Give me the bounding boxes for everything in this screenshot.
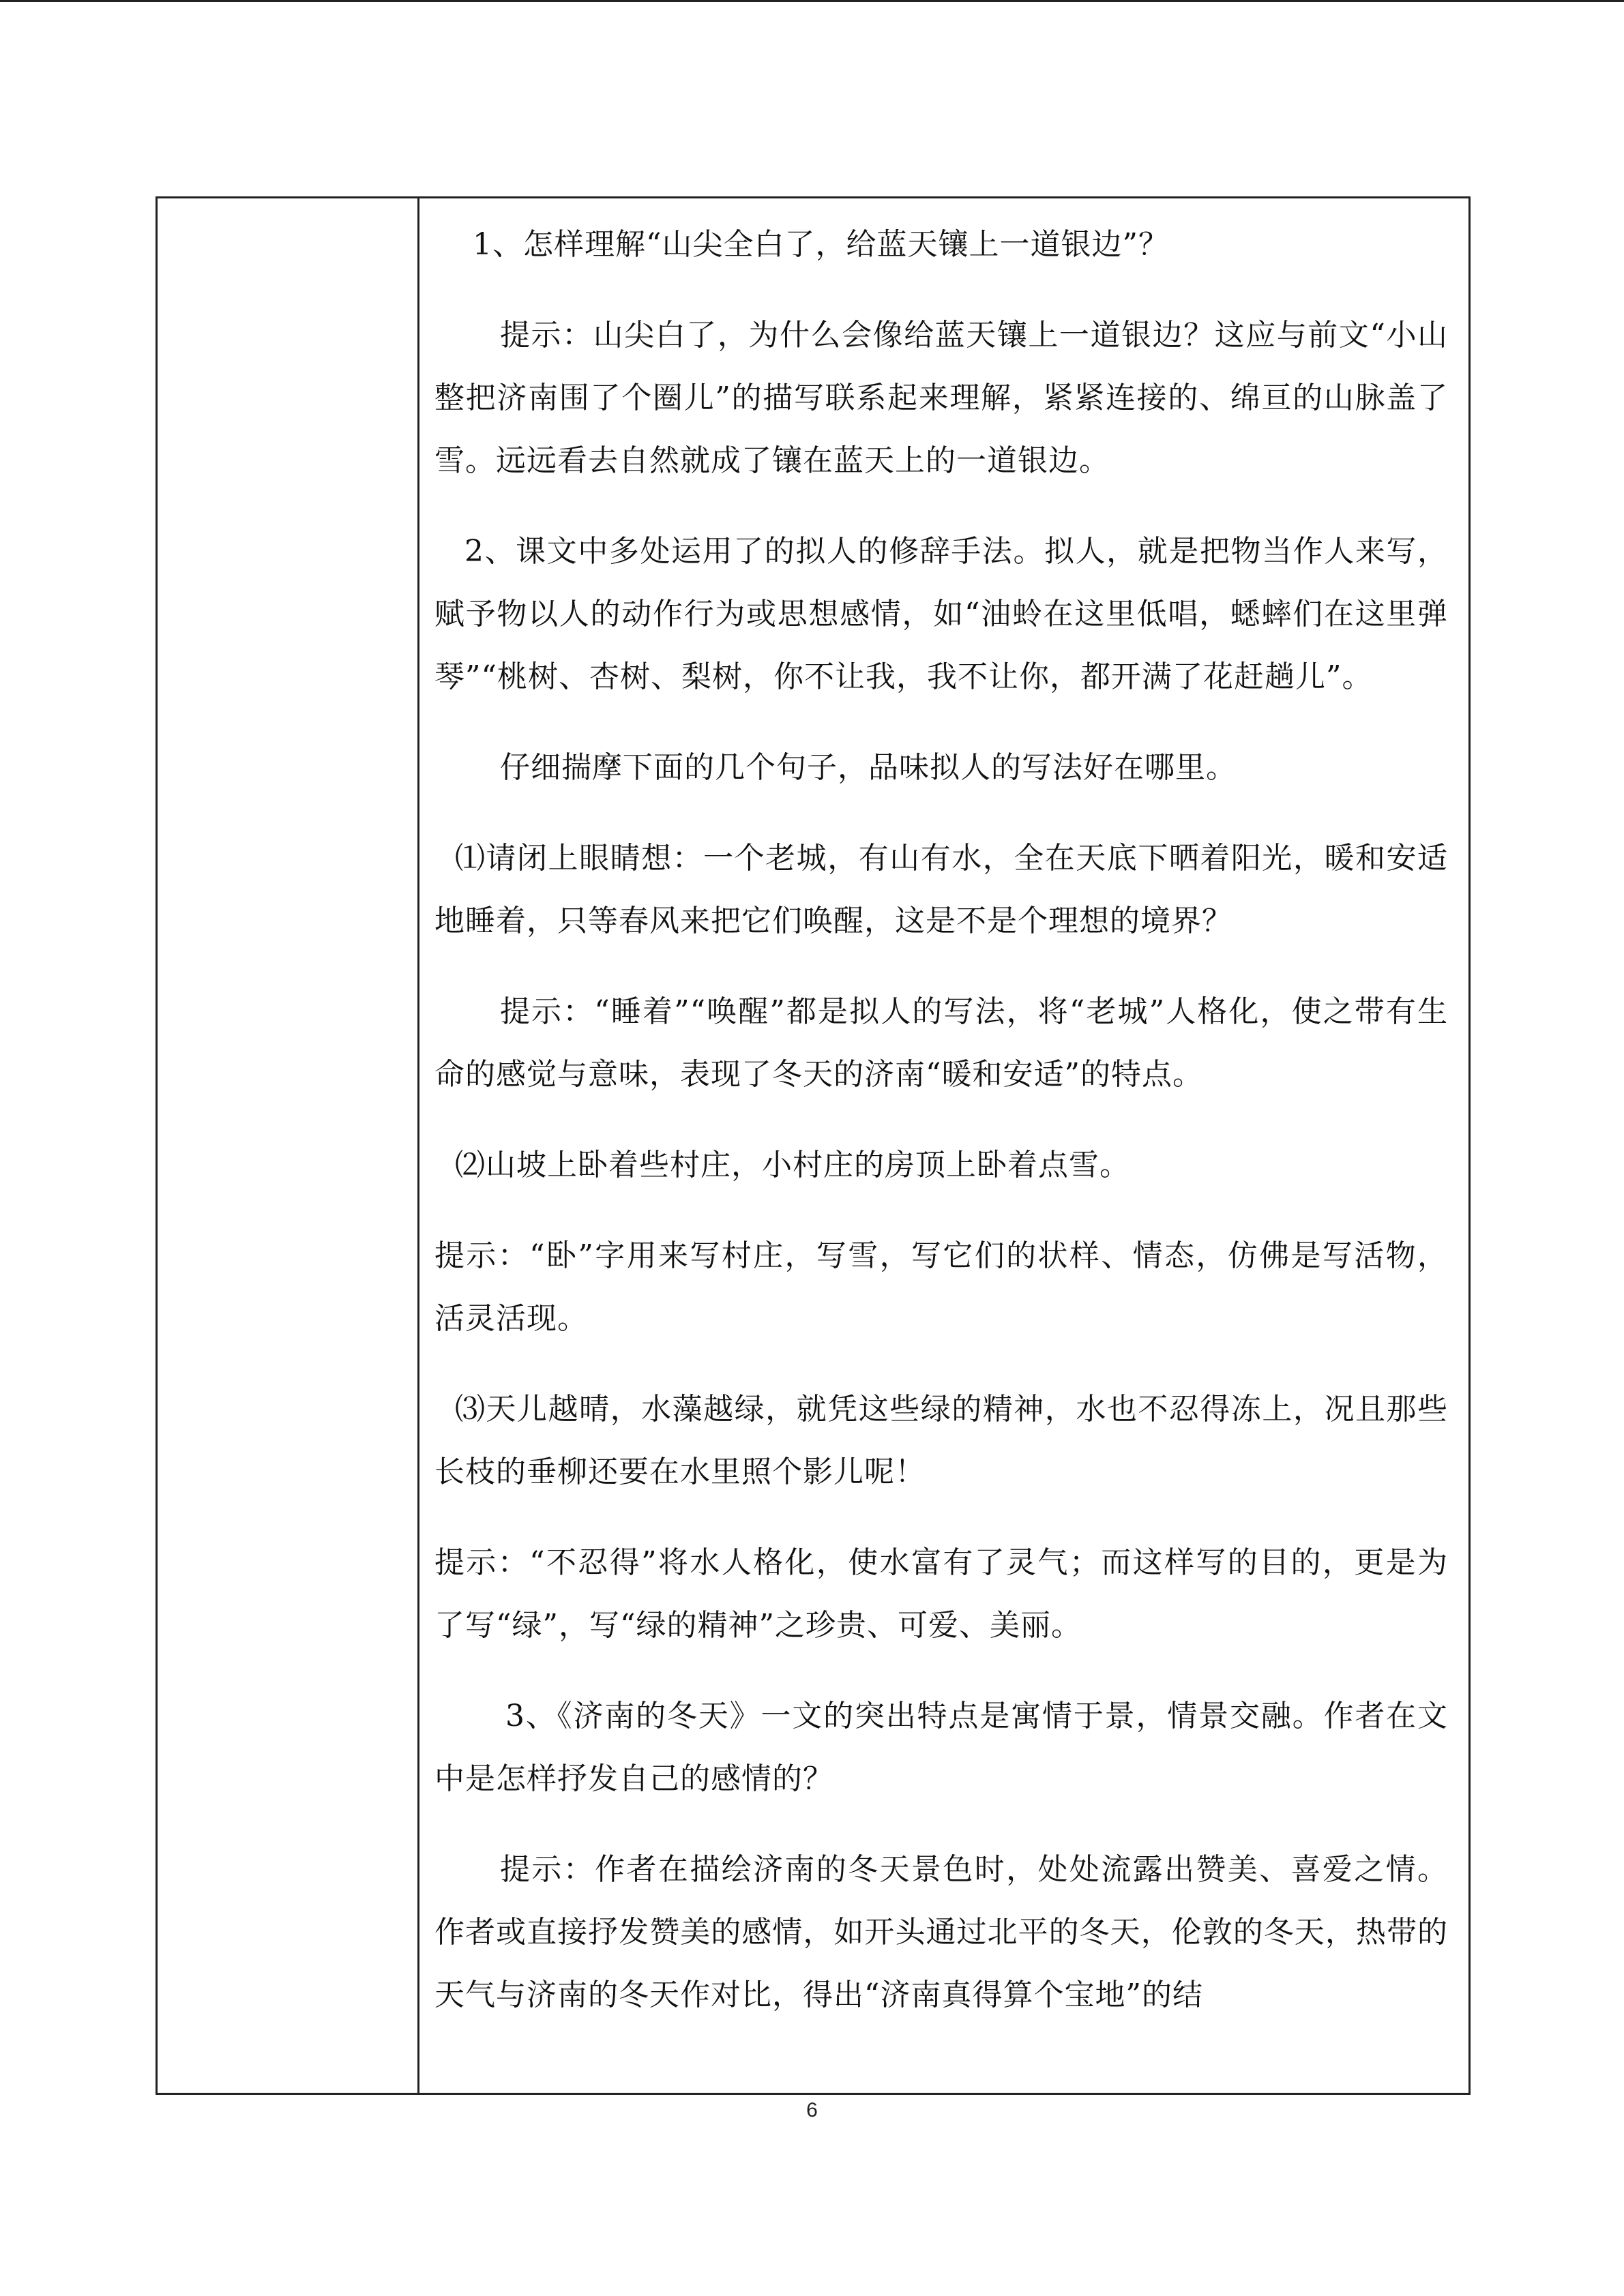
top-border-line	[0, 0, 1624, 2]
sentence-2: ⑵山坡上卧着些村庄，小村庄的房顶上卧着点雪。	[455, 1148, 1130, 1182]
hint-sentence-2: 提示：“卧”字用来写村庄，写雪，写它们的状样、情态，仿佛是写活物，活灵活现。	[434, 1238, 1448, 1336]
hint-sentence-1: 提示：“睡着”“唤醒”都是拟人的写法，将“老城”人格化，使之带有生命的感觉与意味，表现了冬天的济南“暖和安适”的特点。	[434, 994, 1448, 1092]
page-number: 6	[806, 2099, 818, 2121]
hint-sentence-3: 提示：“不忍得”将水人格化，使水富有了灵气；而这样写的目的，更是为了写“绿”，写“绿的精神”之珍贵、可爱、美丽。	[434, 1545, 1448, 1643]
table-content-cell	[419, 198, 1468, 2093]
question-2: 2、课文中多处运用了的拟人的修辞手法。拟人，就是把物当作人来写，赋予物以人的动作行为或思想感情，如“油蛉在这里低唱，蟋蟀们在这里弹琴”“桃树、杏树、梨树，你不让我，我不让你，都开满了花赶趟儿”。	[434, 534, 1448, 694]
sentence-1: ⑴请闭上眼睛想：一个老城，有山有水，全在天底下晒着阳光，暖和安适地睡着，只等春风来把它们唤醒，这是不是个理想的境界？	[434, 841, 1448, 938]
instruction: 仔细揣摩下面的几个句子，品味拟人的写法好在哪里。	[500, 750, 1237, 785]
lesson-table	[156, 196, 1471, 2095]
question-1: 1、怎样理解“山尖全白了，给蓝天镶上一道银边”？	[473, 227, 1169, 262]
sentence-3: ⑶天儿越晴，水藻越绿，就凭这些绿的精神，水也不忍得冻上，况且那些长枝的垂柳还要在水里照个影儿呢！	[434, 1392, 1448, 1489]
question-3: 3、《济南的冬天》一文的突出特点是寓情于景，情景交融。作者在文中是怎样抒发自己的感情的？	[434, 1699, 1448, 1796]
hint-1: 提示：山尖白了，为什么会像给蓝天镶上一道银边？这应与前文“小山整把济南围了个圈儿”的描写联系起来理解，紧紧连接的、绵亘的山脉盖了雪。远远看去自然就成了镶在蓝天上的一道银边。	[434, 318, 1448, 478]
table-left-cell	[158, 198, 419, 2093]
hint-3: 提示：作者在描绘济南的冬天景色时，处处流露出赞美、喜爱之情。作者或直接抒发赞美的感情，如开头通过北平的冬天，伦敦的冬天，热带的天气与济南的冬天作对比，得出“济南真得算个宝地”的结	[434, 1852, 1448, 2012]
